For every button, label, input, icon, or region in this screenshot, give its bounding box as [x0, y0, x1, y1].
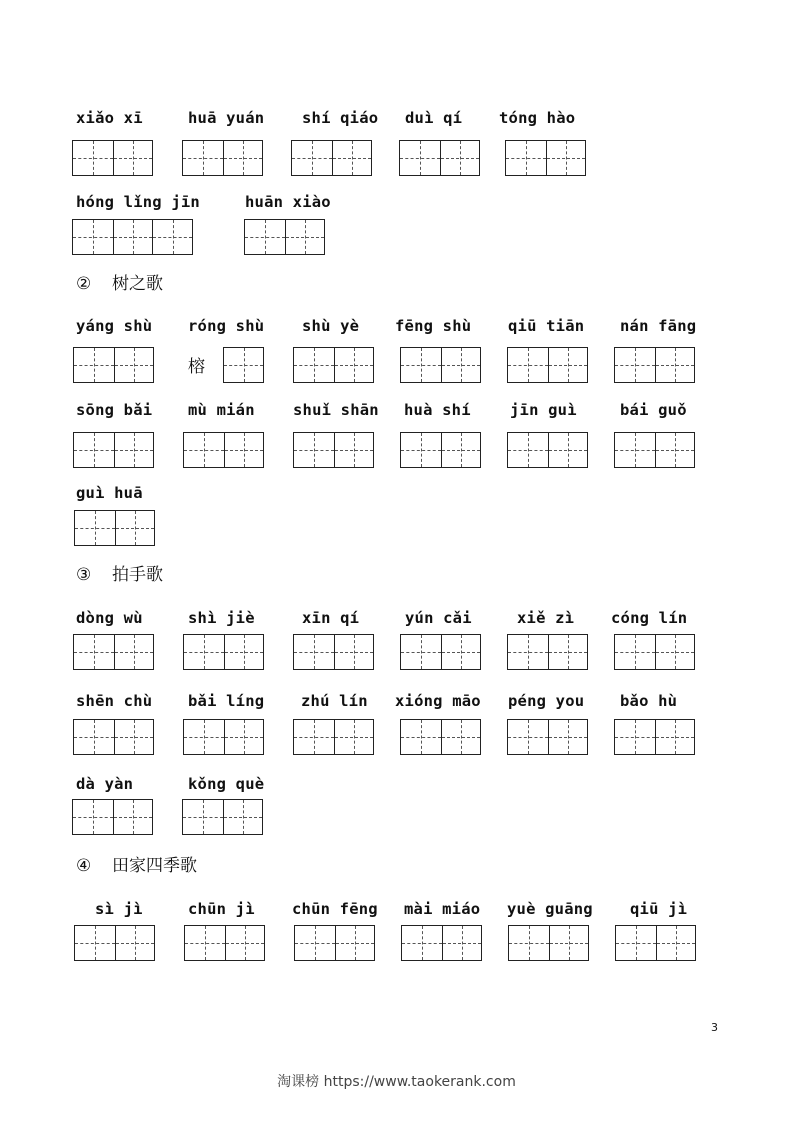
- writing-grid[interactable]: [614, 432, 695, 468]
- pinyin-label: shí qiáo: [302, 109, 379, 127]
- pinyin-label: bǎi líng: [188, 692, 265, 710]
- writing-grid[interactable]: [399, 140, 480, 176]
- pinyin-label: shēn chù: [76, 692, 153, 710]
- writing-grid[interactable]: [401, 925, 482, 961]
- writing-grid[interactable]: [294, 925, 375, 961]
- section-number: ③: [76, 565, 92, 585]
- writing-grid[interactable]: [182, 140, 263, 176]
- writing-grid[interactable]: [400, 719, 481, 755]
- section-title: 拍手歌: [112, 565, 163, 585]
- pinyin-label: dà yàn: [76, 775, 134, 793]
- writing-grid[interactable]: [614, 634, 695, 670]
- writing-grid[interactable]: [293, 432, 374, 468]
- pinyin-label: dòng wù: [76, 609, 143, 627]
- pinyin-label: róng shù: [188, 317, 265, 335]
- writing-grid[interactable]: [74, 925, 155, 961]
- writing-grid[interactable]: [293, 347, 374, 383]
- writing-grid[interactable]: [293, 634, 374, 670]
- pinyin-label: qiū jì: [630, 900, 688, 918]
- writing-grid[interactable]: [293, 719, 374, 755]
- pinyin-label: zhú lín: [301, 692, 368, 710]
- pinyin-label: chūn fēng: [292, 900, 378, 918]
- writing-grid[interactable]: [400, 432, 481, 468]
- pinyin-label: yún cǎi: [405, 609, 472, 627]
- section-title: 田家四季歌: [112, 856, 197, 876]
- writing-grid[interactable]: [73, 719, 154, 755]
- pinyin-label: shuǐ shān: [293, 401, 379, 419]
- pinyin-label: guì huā: [76, 484, 143, 502]
- pinyin-label: nán fāng: [620, 317, 697, 335]
- writing-grid[interactable]: [507, 432, 588, 468]
- pinyin-label: kǒng què: [188, 775, 265, 793]
- pinyin-label: xiě zì: [517, 609, 575, 627]
- writing-grid[interactable]: [73, 634, 154, 670]
- pinyin-label: mù mián: [188, 401, 255, 419]
- pinyin-label: sōng bǎi: [76, 401, 153, 419]
- pinyin-label: qiū tiān: [508, 317, 585, 335]
- writing-grid[interactable]: [244, 219, 325, 255]
- section-number: ②: [76, 274, 92, 294]
- pinyin-label: hóng lǐng jīn: [76, 193, 200, 211]
- pinyin-label: shù yè: [302, 317, 360, 335]
- writing-grid[interactable]: [291, 140, 372, 176]
- section-heading: [76, 273, 163, 295]
- writing-grid[interactable]: [72, 799, 153, 835]
- pinyin-label: yuè guāng: [507, 900, 593, 918]
- writing-grid[interactable]: [183, 634, 264, 670]
- pinyin-label: huà shí: [404, 401, 471, 419]
- writing-grid[interactable]: [184, 925, 265, 961]
- writing-grid[interactable]: [507, 634, 588, 670]
- pinyin-label: yáng shù: [76, 317, 153, 335]
- section-heading: [76, 855, 197, 877]
- section-title: 树之歌: [112, 274, 163, 294]
- pinyin-label: sì jì: [95, 900, 143, 918]
- pinyin-label: bái guǒ: [620, 401, 687, 419]
- pinyin-label: fēng shù: [395, 317, 472, 335]
- writing-grid[interactable]: [508, 925, 589, 961]
- writing-grid[interactable]: [615, 925, 696, 961]
- pinyin-label: tóng hào: [499, 109, 576, 127]
- pinyin-label: xióng māo: [395, 692, 481, 710]
- writing-grid[interactable]: [505, 140, 586, 176]
- given-character: 榕: [188, 357, 205, 377]
- pinyin-label: chūn jì: [188, 900, 255, 918]
- pinyin-label: cóng lín: [611, 609, 688, 627]
- pinyin-label: duì qí: [405, 109, 463, 127]
- pinyin-label: jīn guì: [510, 401, 577, 419]
- writing-grid[interactable]: [183, 432, 264, 468]
- writing-grid[interactable]: [182, 799, 263, 835]
- writing-grid[interactable]: [614, 719, 695, 755]
- writing-grid[interactable]: [400, 347, 481, 383]
- pinyin-label: shì jiè: [188, 609, 255, 627]
- writing-grid[interactable]: [73, 432, 154, 468]
- pinyin-label: xīn qí: [302, 609, 360, 627]
- writing-grid[interactable]: [507, 719, 588, 755]
- writing-grid[interactable]: [72, 140, 153, 176]
- writing-grid[interactable]: [507, 347, 588, 383]
- pinyin-label: péng you: [508, 692, 585, 710]
- footer-watermark: 淘课榜 https://www.taokerank.com: [277, 1074, 516, 1090]
- writing-grid[interactable]: [72, 219, 193, 255]
- pinyin-label: mài miáo: [404, 900, 481, 918]
- section-number: ④: [76, 856, 92, 876]
- writing-grid[interactable]: [400, 634, 481, 670]
- writing-grid[interactable]: [74, 510, 155, 546]
- writing-grid[interactable]: [223, 347, 264, 383]
- page-number: 3: [711, 1021, 718, 1034]
- pinyin-label: xiǎo xī: [76, 109, 143, 127]
- writing-grid[interactable]: [614, 347, 695, 383]
- writing-grid[interactable]: [73, 347, 154, 383]
- writing-grid[interactable]: [183, 719, 264, 755]
- pinyin-label: bǎo hù: [620, 692, 678, 710]
- pinyin-label: huān xiào: [245, 193, 331, 211]
- section-heading: [76, 564, 163, 586]
- pinyin-label: huā yuán: [188, 109, 265, 127]
